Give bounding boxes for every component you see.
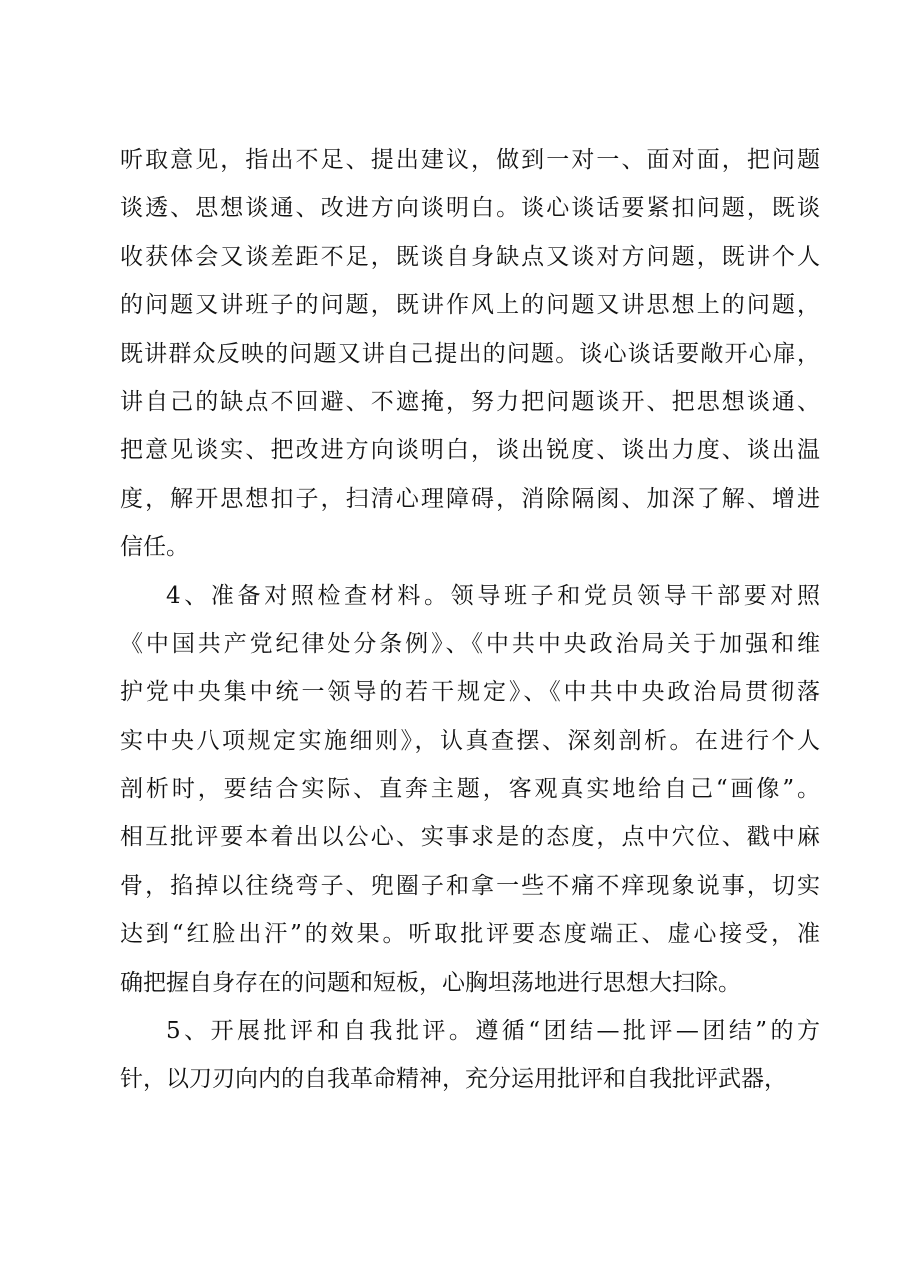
document-body — [120, 136, 824, 1104]
paragraph-first-line: 5、开展批评和自我批评。遵循“团结—批评—团结”的方 — [166, 1018, 824, 1045]
text-line: 收获体会又谈差距不足，既谈自身缺点又谈对方问题，既讲个人 — [120, 243, 823, 270]
paragraph-first-line: 4、准备对照检查材料。领导班子和党员领导干部要对照 — [166, 582, 824, 609]
text-line: 信任。 — [120, 534, 189, 561]
text-line: 谈透、思想谈通、改进方向谈明白。谈心谈话要紧扣问题，既谈 — [120, 195, 823, 222]
text-line: 确把握自身存在的问题和短板，心胸坦荡地进行思想大扫除。 — [120, 969, 741, 996]
text-line: 剖析时，要结合实际、直奔主题，客观真实地给自己“画像”。 — [120, 776, 823, 803]
text-line: 把意见谈实、把改进方向谈明白，谈出锐度、谈出力度、谈出温 — [120, 437, 823, 464]
text-line: 骨，掐掉以往绕弯子、兜圈子和拿一些不痛不痒现象说事，切实 — [120, 872, 823, 899]
text-line: 讲自己的缺点不回避、不遮掩，努力把问题谈开、把思想谈通、 — [120, 388, 823, 415]
text-line: 听取意见，指出不足、提出建议，做到一对一、面对面，把问题 — [120, 147, 823, 173]
text-line: 达到“红脸出汗”的效果。听取批评要态度端正、虚心接受，准 — [120, 921, 823, 948]
text-line: 《中国共产党纪律处分条例》、《中共中央政治局关于加强和维 — [120, 630, 823, 657]
text-line: 度，解开思想扣子，扫清心理障碍，消除隔阂、加深了解、增进 — [120, 485, 823, 512]
text-line: 的问题又讲班子的问题，既讲作风上的问题又讲思想上的问题， — [120, 292, 823, 319]
text-line: 护党中央集中统一领导的若干规定》、《中共中央政治局贯彻落 — [120, 679, 823, 706]
text-line: 针，以刀刃向内的自我革命精神，充分运用批评和自我批评武器， — [120, 1066, 787, 1093]
text-line: 相互批评要本着出以公心、实事求是的态度，点中穴位、戳中麻 — [120, 824, 823, 851]
text-line: 实中央八项规定实施细则》，认真查摆、深刻剖析。在进行个人 — [120, 727, 823, 754]
text-line: 既讲群众反映的问题又讲自己提出的问题。谈心谈话要敞开心扉， — [120, 340, 822, 367]
